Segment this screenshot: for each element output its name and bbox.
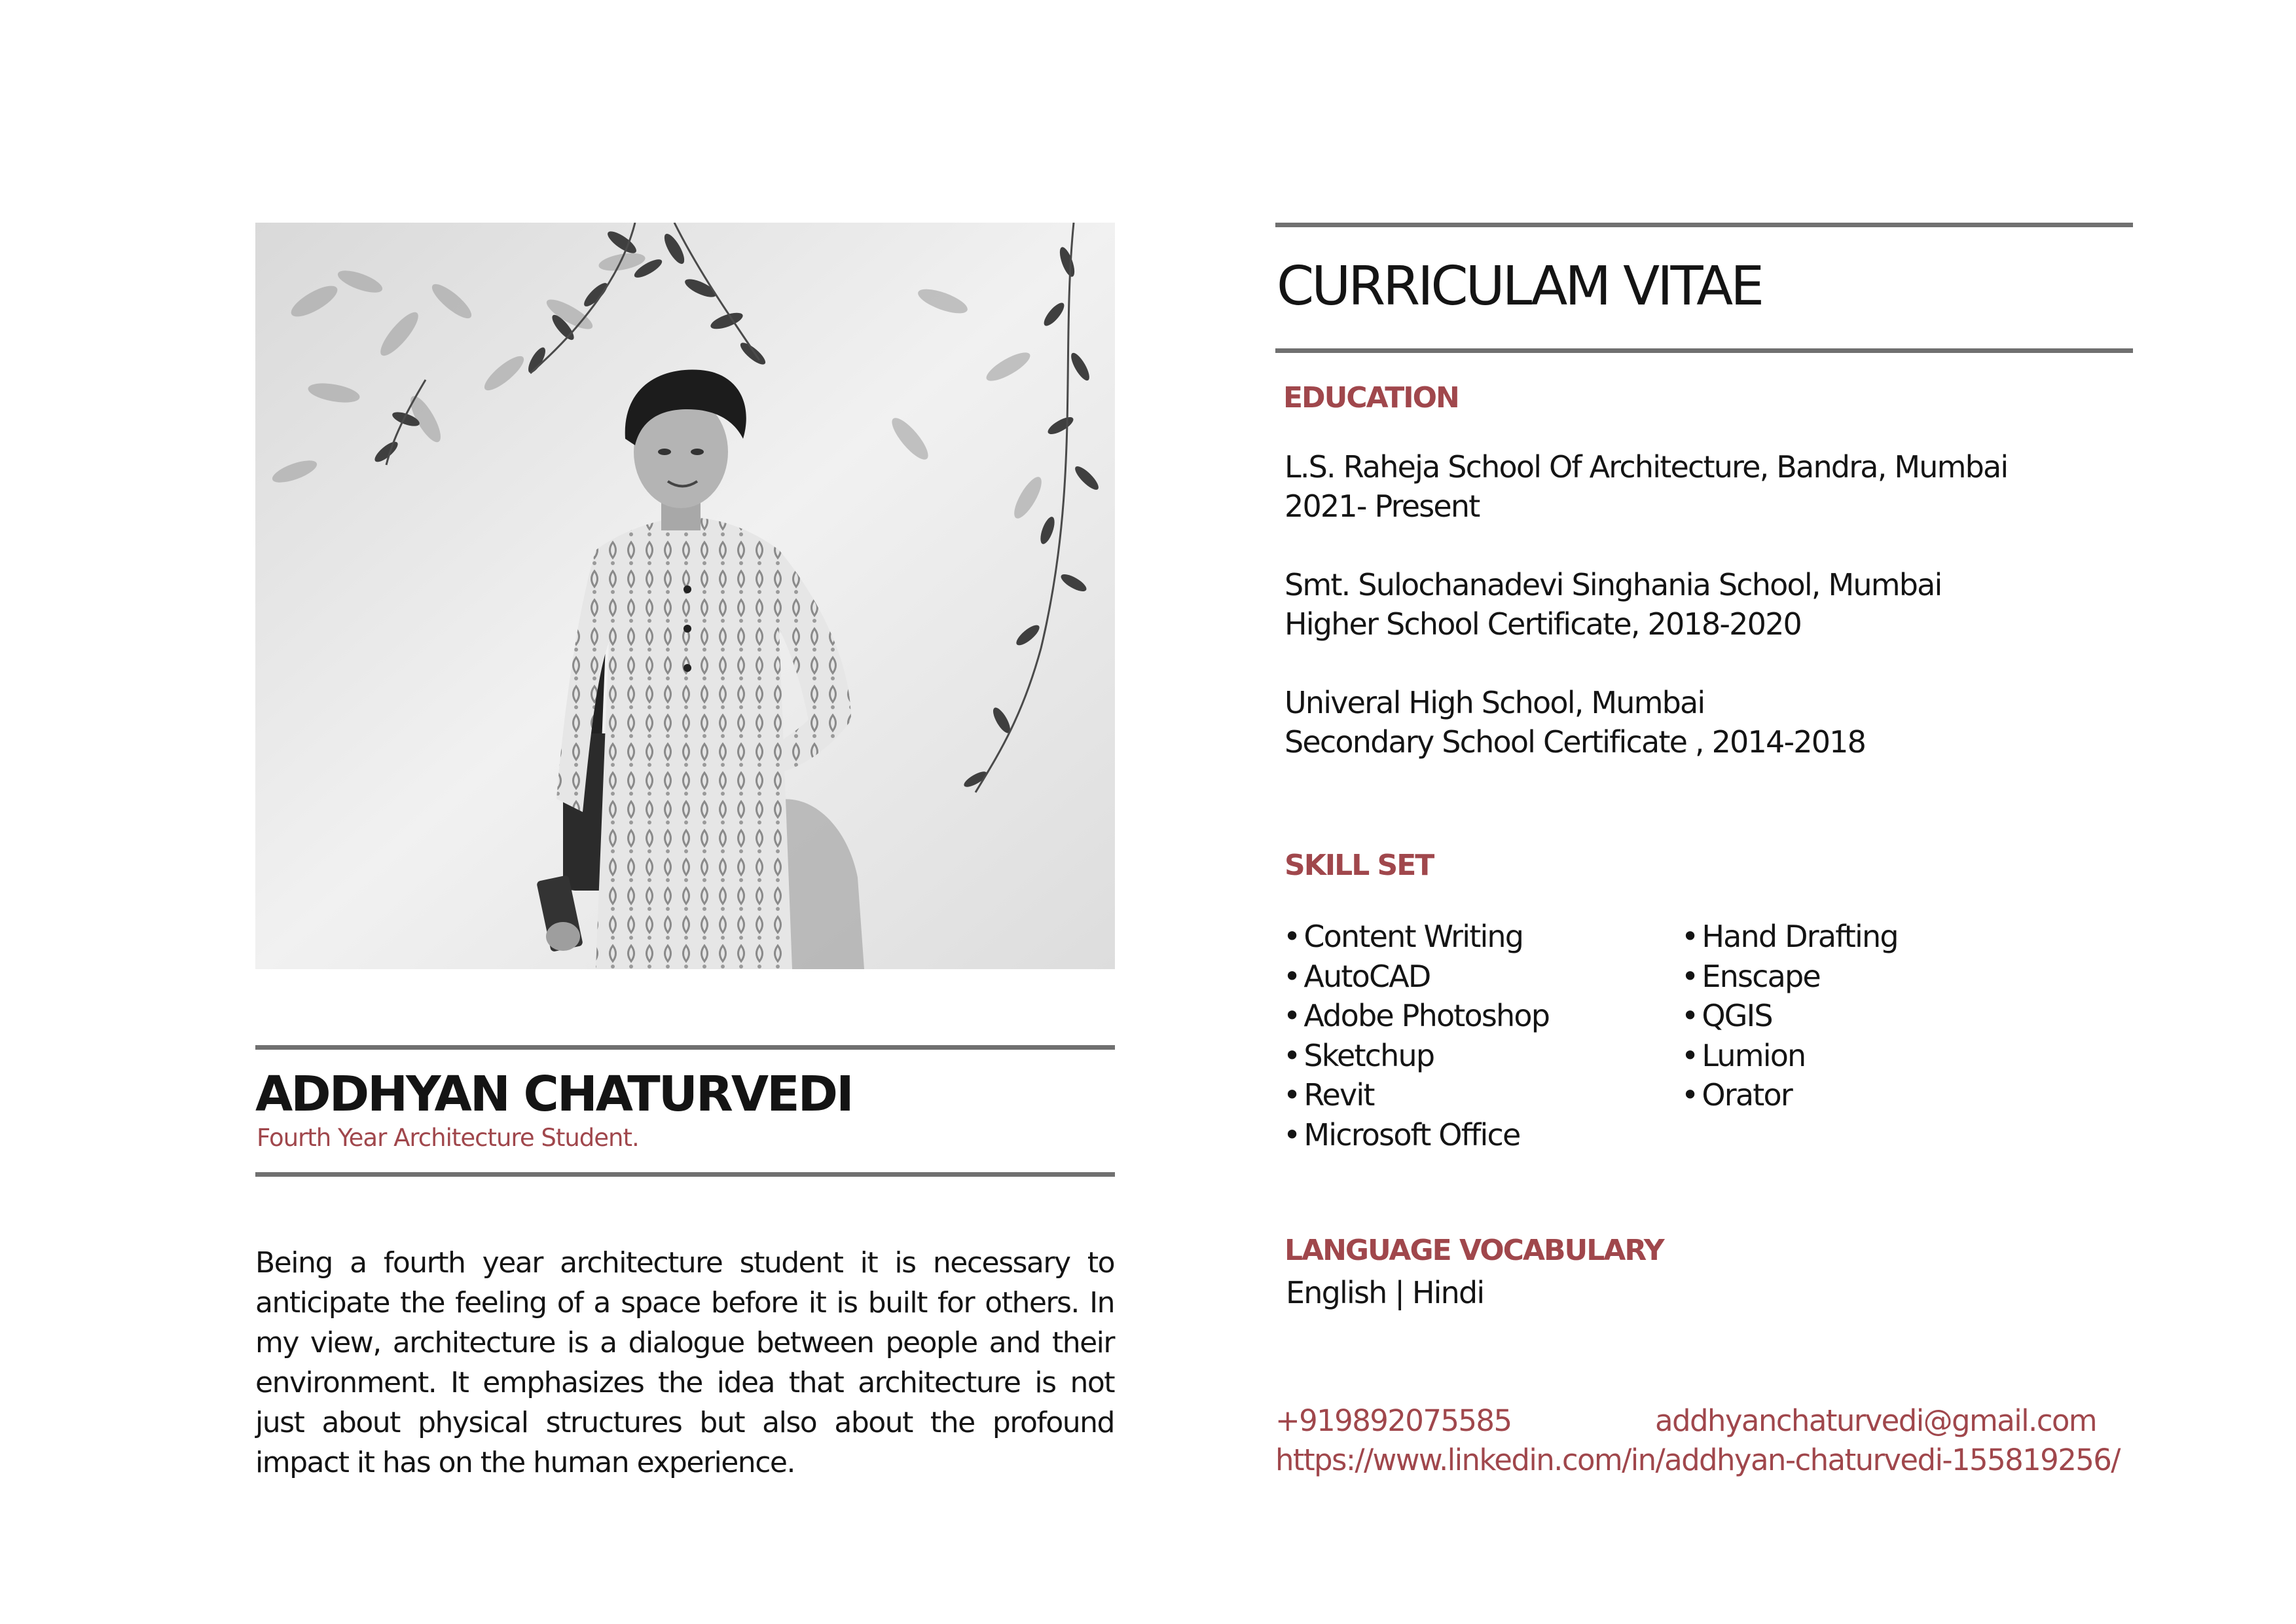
skill-item: [1283, 917, 1549, 957]
education-detail: Higher School Certificate, 2018-2020: [1285, 606, 1802, 642]
skill-label: QGIS: [1702, 998, 1772, 1033]
linkedin-link[interactable]: https://www.linkedin.com/in/addhyan-chaturvedi-155819256/: [1275, 1443, 2120, 1477]
languages-heading: LANGUAGE VOCABULARY: [1285, 1234, 1664, 1267]
skills-list-left: [1283, 917, 1549, 1154]
skill-label: Revit: [1303, 1077, 1374, 1113]
portrait-photo: [255, 223, 1115, 969]
skill-item: [1283, 1036, 1549, 1076]
languages-text: English | Hindi: [1286, 1275, 1484, 1310]
skill-label: Lumion: [1702, 1037, 1806, 1073]
profile-subtitle: Fourth Year Architecture Student.: [257, 1124, 639, 1152]
skill-label: Hand Drafting: [1702, 919, 1898, 954]
education-detail: Secondary School Certificate , 2014-2018: [1285, 724, 1866, 760]
bullet-icon: •: [1681, 1037, 1698, 1073]
skill-item: [1681, 957, 1898, 997]
skill-item: [1283, 1075, 1549, 1115]
skill-label: Orator: [1702, 1077, 1792, 1113]
skill-item: [1681, 1036, 1898, 1076]
cv-top-rule: [1275, 223, 2133, 227]
skills-heading: SKILL SET: [1285, 849, 1434, 882]
name-top-rule: [255, 1045, 1115, 1050]
skill-label: Adobe Photoshop: [1303, 998, 1550, 1033]
skills-list-right: [1681, 917, 1898, 1115]
skill-item: [1283, 957, 1549, 997]
bullet-icon: •: [1681, 919, 1698, 954]
skill-item: [1681, 996, 1898, 1036]
skill-label: Sketchup: [1303, 1037, 1434, 1073]
bullet-icon: •: [1681, 1077, 1698, 1113]
bullet-icon: •: [1283, 1077, 1300, 1113]
bullet-icon: •: [1283, 1116, 1300, 1153]
education-school: Smt. Sulochanadevi Singhania School, Mumbai: [1285, 567, 1942, 602]
bullet-icon: •: [1283, 919, 1300, 954]
bullet-icon: •: [1283, 1037, 1300, 1073]
profile-name: ADDHYAN CHATURVEDI: [255, 1066, 852, 1122]
cv-title: CURRICULAM VITAE: [1277, 255, 1762, 318]
skill-label: AutoCAD: [1303, 958, 1430, 994]
name-bottom-rule: [255, 1172, 1115, 1177]
skill-label: Microsoft Office: [1303, 1116, 1520, 1153]
email-link[interactable]: addhyanchaturvedi@gmail.com: [1655, 1403, 2097, 1438]
cv-bottom-rule: [1275, 348, 2133, 353]
bullet-icon: •: [1681, 998, 1698, 1033]
skill-label: Enscape: [1702, 958, 1820, 994]
bullet-icon: •: [1681, 958, 1698, 994]
skill-label: Content Writing: [1303, 919, 1523, 954]
phone-number[interactable]: +919892075585: [1275, 1403, 1512, 1438]
profile-bio: Being a fourth year architecture student it is necessary to anticipate the feeling of a space before it is built for others. In my view, architecture is a dialogue between people and their environment. It emphasizes the idea that architecture is not just about physical structures but also about the profound impact it has on the human experience.: [255, 1246, 1114, 1479]
bullet-icon: •: [1283, 958, 1300, 994]
education-detail: 2021- Present: [1285, 489, 1480, 524]
education-heading: EDUCATION: [1283, 381, 1459, 415]
education-school: L.S. Raheja School Of Architecture, Bandra, Mumbai: [1285, 449, 2008, 485]
education-school: Univeral High School, Mumbai: [1285, 685, 1705, 720]
skill-item: [1681, 1075, 1898, 1115]
bullet-icon: •: [1283, 998, 1300, 1033]
skill-item: [1681, 917, 1898, 957]
skill-item: [1283, 996, 1549, 1036]
skill-item: [1283, 1115, 1549, 1155]
